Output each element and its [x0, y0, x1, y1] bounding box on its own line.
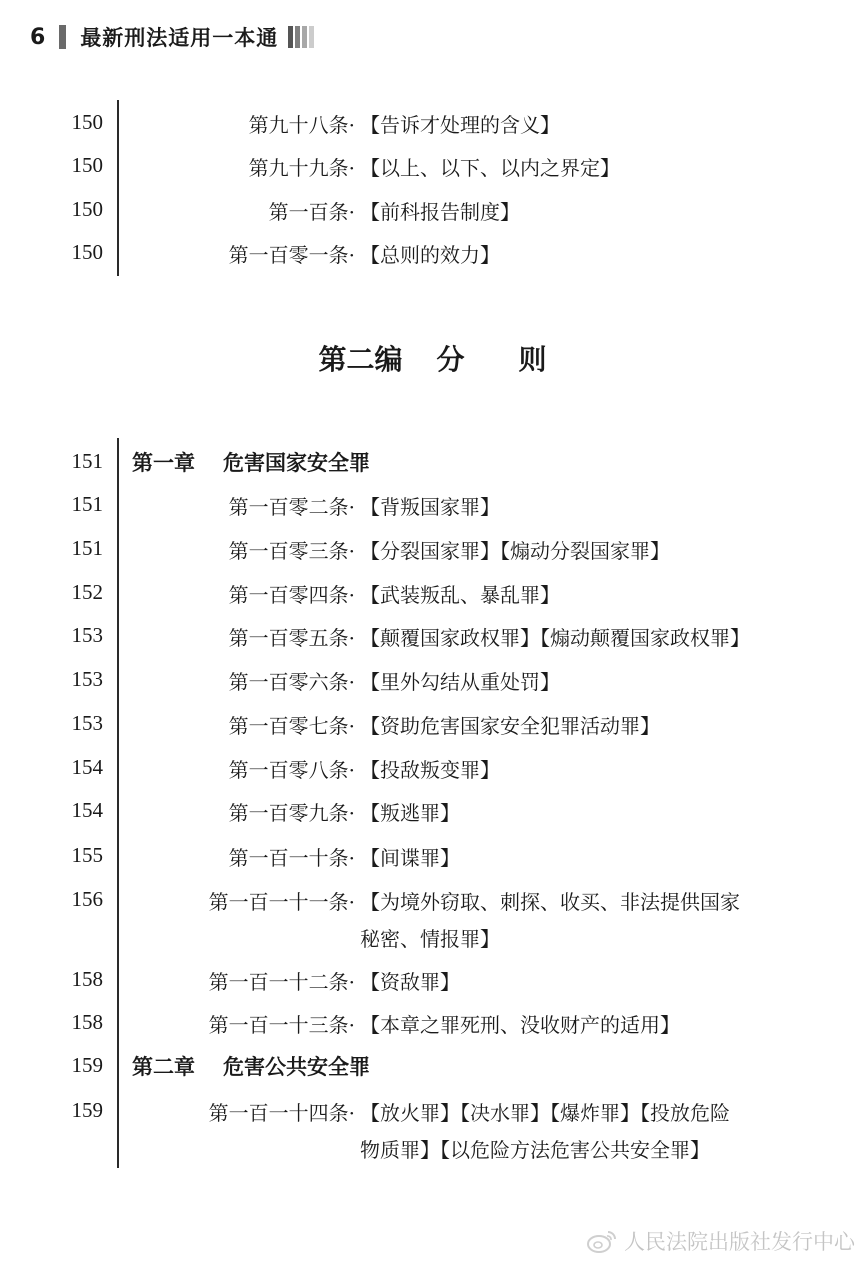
entry-page: 150 [71, 240, 103, 264]
toc-entry[interactable] [0, 837, 865, 871]
article-title: 【总则的效力】 [360, 243, 500, 267]
chapter-heading[interactable] [0, 1047, 865, 1081]
entry-page: 158 [71, 1010, 103, 1034]
toc-entry[interactable] [0, 792, 865, 826]
entry-page: 159 [71, 1098, 103, 1122]
entry-page: 151 [71, 449, 103, 473]
article-number: 第一百零三条· [228, 539, 355, 563]
article-title: 【里外勾结从重处罚】 [360, 670, 560, 694]
article-title: 【叛逃罪】 [360, 801, 460, 825]
chapter-heading[interactable] [0, 443, 865, 477]
article-title: 【背叛国家罪】 [360, 495, 500, 519]
article-title: 【告诉才处理的含义】 [360, 113, 560, 137]
article-number: 第一百一十二条· [208, 970, 355, 994]
entry-page: 154 [71, 798, 103, 822]
article-number: 第九十八条· [248, 113, 355, 137]
article-number: 第一百零八条· [228, 758, 355, 782]
chapter-title [132, 1051, 370, 1081]
article-number: 第一百零六条· [228, 670, 355, 694]
article-title-continued: 秘密、情报罪】 [360, 927, 500, 951]
article-title-continued: 物质罪】【以危险方法危害公共安全罪】 [360, 1138, 710, 1162]
article-number: 第一百零七条· [228, 714, 355, 738]
entry-page: 155 [71, 843, 103, 867]
toc-entry[interactable] [0, 661, 865, 695]
book-title: 最新刑法适用一本通 [80, 26, 279, 50]
part-heading [0, 338, 865, 378]
entry-page: 151 [71, 536, 103, 560]
toc-entry[interactable] [0, 574, 865, 608]
toc-entry[interactable] [0, 961, 865, 995]
entry-page: 150 [71, 197, 103, 221]
part-label: 第二编 [318, 343, 403, 376]
article-title: 【投敌叛变罪】 [360, 758, 500, 782]
article-number: 第一百零四条· [228, 583, 355, 607]
entry-page: 154 [71, 755, 103, 779]
entry-page: 153 [71, 711, 103, 735]
watermark [586, 1226, 855, 1256]
article-number: 第一百零九条· [228, 801, 355, 825]
toc-entry[interactable] [0, 1004, 865, 1038]
toc-entry[interactable] [0, 617, 865, 651]
chapter-name: 危害公共安全罪 [223, 1055, 370, 1079]
header-block [309, 26, 314, 48]
entry-page: 156 [71, 887, 103, 911]
article-number: 第一百一十一条· [208, 890, 355, 914]
chapter-number: 第二章 [132, 1055, 195, 1079]
toc-entry[interactable] [0, 191, 865, 225]
watermark-text: 人民法院出版社发行中心 [624, 1230, 855, 1254]
article-number: 第一百一十三条· [208, 1013, 355, 1037]
toc-entry[interactable] [0, 1092, 865, 1164]
header-decoration [288, 26, 316, 48]
article-title: 【颠覆国家政权罪】【煽动颠覆国家政权罪】 [360, 626, 750, 650]
article-number: 第一百零二条· [228, 495, 355, 519]
page-number: 6 [30, 24, 46, 50]
entry-page: 150 [71, 153, 103, 177]
weibo-icon [586, 1228, 618, 1254]
header-block [288, 26, 293, 48]
header-block [302, 26, 307, 48]
toc-entry[interactable] [0, 147, 865, 181]
article-title: 【前科报告制度】 [360, 200, 520, 224]
toc-entry[interactable] [0, 104, 865, 138]
toc-entry[interactable] [0, 705, 865, 739]
entry-page: 150 [71, 110, 103, 134]
article-title: 【为境外窃取、刺探、收买、非法提供国家 [360, 890, 740, 914]
article-number: 第一百零一条· [228, 243, 355, 267]
article-number: 第九十九条· [248, 156, 355, 180]
entry-page: 153 [71, 623, 103, 647]
article-title: 【间谍罪】 [360, 846, 460, 870]
entry-page: 158 [71, 967, 103, 991]
chapter-title [132, 447, 370, 477]
article-title: 【分裂国家罪】【煽动分裂国家罪】 [360, 539, 670, 563]
entry-page: 159 [71, 1053, 103, 1077]
toc-entry[interactable] [0, 486, 865, 520]
header-block [295, 26, 300, 48]
toc-entry[interactable] [0, 530, 865, 564]
article-title: 【资助危害国家安全犯罪活动罪】 [360, 714, 660, 738]
article-number: 第一百条· [268, 200, 355, 224]
article-title: 【本章之罪死刑、没收财产的适用】 [360, 1013, 680, 1037]
entry-page: 153 [71, 667, 103, 691]
article-number: 第一百一十四条· [208, 1101, 355, 1125]
entry-page: 152 [71, 580, 103, 604]
part-word-2: 则 [518, 343, 547, 376]
chapter-name: 危害国家安全罪 [223, 451, 370, 475]
toc-entry[interactable] [0, 234, 865, 268]
chapter-number: 第一章 [132, 451, 195, 475]
entry-page: 151 [71, 492, 103, 516]
article-title: 【资敌罪】 [360, 970, 460, 994]
header-divider [59, 25, 66, 49]
article-number: 第一百零五条· [228, 626, 355, 650]
part-word-1: 分 [436, 343, 465, 376]
page-header [30, 22, 316, 52]
article-number: 第一百一十条· [228, 846, 355, 870]
toc-entry[interactable] [0, 881, 865, 953]
article-title: 【放火罪】【决水罪】【爆炸罪】【投放危险 [360, 1101, 730, 1125]
toc-entry[interactable] [0, 749, 865, 783]
article-title: 【以上、以下、以内之界定】 [360, 156, 620, 180]
article-title: 【武装叛乱、暴乱罪】 [360, 583, 560, 607]
